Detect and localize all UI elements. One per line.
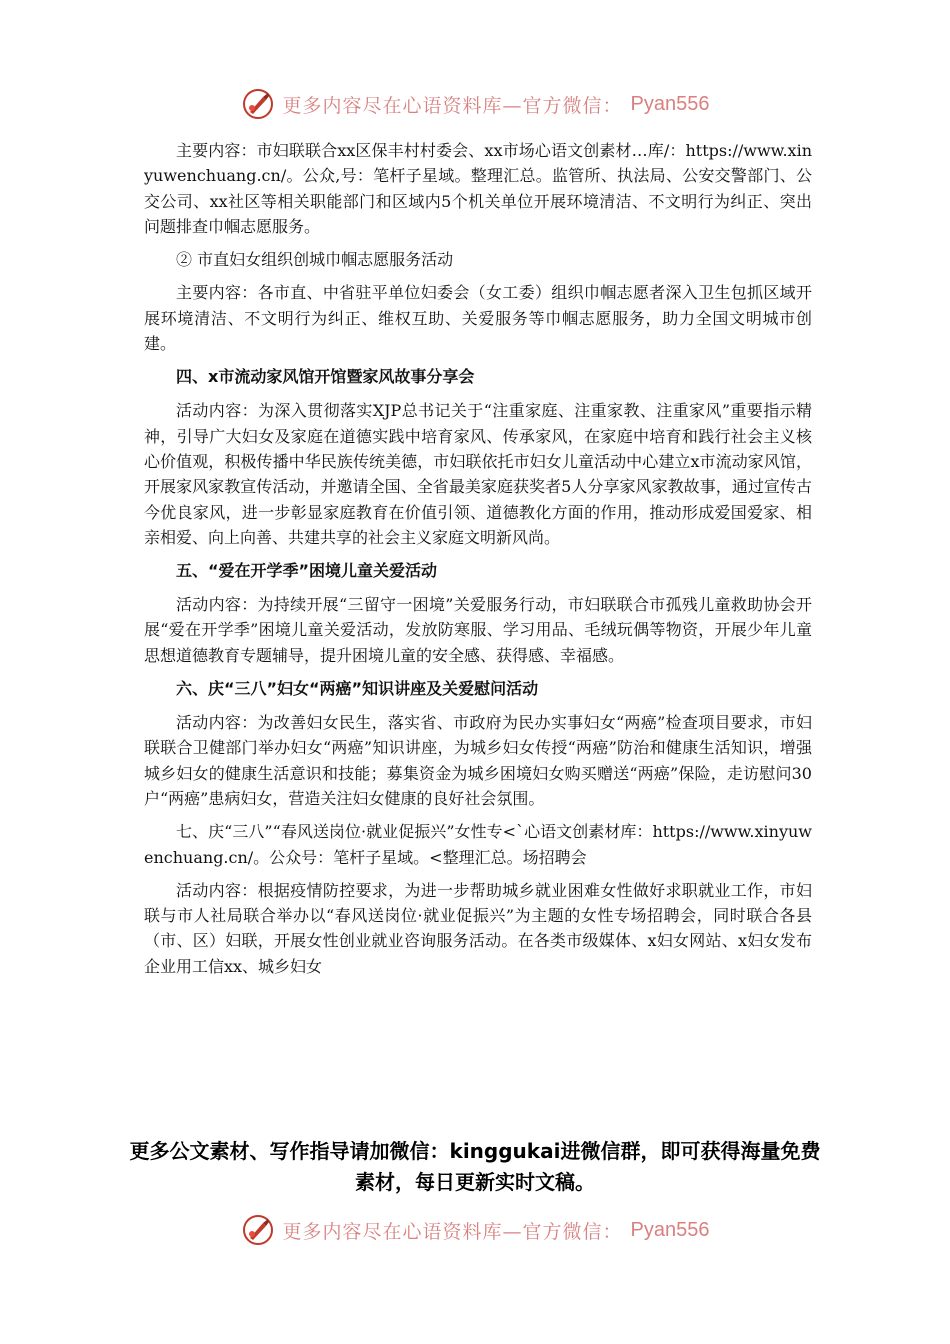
section-heading: 六、庆“三八”妇女“两癌”知识讲座及关爱慰问活动 xyxy=(176,679,539,699)
pen-logo-icon xyxy=(241,87,275,121)
footer-banner xyxy=(0,1208,950,1252)
section-heading: 四、x市流动家风馆开馆暨家风故事分享会 xyxy=(176,367,475,387)
header-banner xyxy=(0,82,950,126)
paragraph: 活动内容：为改善妇女民生，落实省、市政府为民办实事妇女“两癌”检查项目要求，市妇联联合卫健部门举办妇女“两癌”知识讲座，为城乡妇女传授“两癌”防治和健康生活知识，增强城乡妇女的健康生活意识和技能；募集资金为城乡困境妇女购买赠送“两癌”保险，走访慰问30户“两癌”患病妇女，营造关注妇女健康的良好社会氛围。 xyxy=(144,713,812,808)
paragraph: ② 市直妇女组织创城巾帼志愿服务活动 xyxy=(176,250,454,270)
paragraph: 主要内容：各市直、中省驻平单位妇委会（女工委）组织巾帼志愿者深入卫生包抓区域开展环境清洁、不文明行为纠正、维权互助、关爱服务等巾帼志愿服务，助力全国文明城市创建。 xyxy=(144,283,812,354)
paragraph: 七、庆“三八”“春风送岗位·就业促振兴”女性专<`心语文创素材库：https://www.xinyuwenchuang.cn/。公众号：笔杆子星域。<整理汇总。场招聘会 xyxy=(144,822,812,867)
paragraph: 活动内容：为持续开展“三留守一困境”关爱服务行动，市妇联联合市孤残儿童救助协会开展“爱在开学季”困境儿童关爱活动，发放防寒服、学习用品、毛绒玩偶等物资，开展少年儿童思想道德教育专题辅导，提升困境儿童的安全感、获得感、幸福感。 xyxy=(144,595,812,665)
banner-text: 更多内容尽在心语资料库—官方微信： xyxy=(282,94,623,117)
banner-text: 更多内容尽在心语资料库—官方微信： xyxy=(282,1220,623,1243)
section-heading: 五、“爱在开学季”困境儿童关爱活动 xyxy=(176,561,438,581)
paragraph: 活动内容：为深入贯彻落实XJP总书记关于“注重家庭、注重家教、注重家风”重要指示精神，引导广大妇女及家庭在道德实践中培育家风、传承家风，在家庭中培育和践行社会主义核心价值观，积极传播中华民族传统美德，市妇联依托市妇女儿童活动中心建立x市流动家风馆，开展家风家教宣传活动，并邀请全国、全省最美家庭获奖者5人分享家风家教故事，通过宣传古今优良家风，进一步彰显家庭教育在价值引领、道德教化方面的作用，推动形成爱国爱家、相亲相爱、向上向善、共建共享的社会主义家庭文明新风尚。 xyxy=(144,401,812,547)
paragraph: 主要内容：市妇联联合xx区保丰村村委会、xx市场心语文创素材…库/：https://www.xinyuwenchuang.cn/。公众,号：笔杆子星域。整理汇总。监管所、执法局、公安交警部门、公交公司、xx社区等相关职能部门和区域内5个机关单位开展环境清洁、不文明行为纠正、突出问题排查巾帼志愿服务。 xyxy=(144,141,812,236)
footer-promo-note: 更多公文素材、写作指导请加微信：kinggukai进微信群，即可获得海量免费素材，每日更新实时文稿。 xyxy=(129,1139,821,1194)
paragraph: 活动内容：根据疫情防控要求，为进一步帮助城乡就业困难女性做好求职就业工作，市妇联与市人社局联合举办以“春风送岗位·就业促振兴”为主题的女性专场招聘会，同时联合各县（市、区）妇联，开展女性创业就业咨询服务活动。在各类市级媒体、x妇女网站、x妇女发布企业用工信xx、城乡妇女 xyxy=(144,880,812,976)
banner-wechat-id: Pyan556 xyxy=(630,1218,710,1241)
banner-wechat-id: Pyan556 xyxy=(630,92,710,115)
document-body xyxy=(144,138,812,987)
pen-logo-icon xyxy=(241,1213,275,1247)
